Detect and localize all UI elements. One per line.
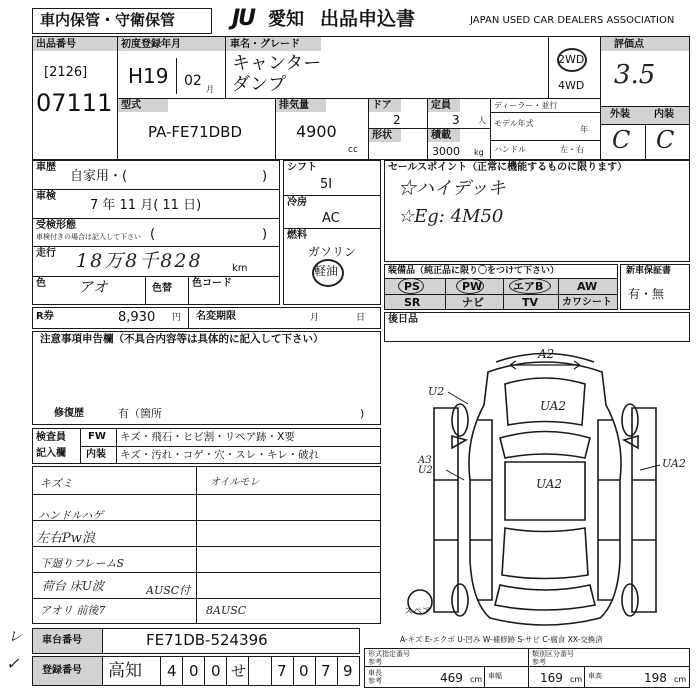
registration-region: 高知: [108, 661, 142, 681]
first-reg-label: 初度登録年月: [121, 39, 181, 50]
repair-label: 修復歴: [54, 408, 84, 419]
recall-label: 名変期限: [196, 311, 236, 322]
reg-kana: せ: [231, 662, 247, 680]
recall-unit-day: 日: [356, 313, 366, 323]
rear-seat-label: 後日品: [388, 314, 418, 325]
spec-frame: [364, 648, 690, 688]
interior-label: 内装: [654, 109, 674, 120]
first-reg-era-year: H19: [128, 64, 169, 88]
diagram-mark-front: A2: [538, 347, 555, 361]
history-close: ): [262, 169, 268, 184]
lot-prefix: [2126]: [44, 65, 88, 80]
model-code-value: PA-FE71DBD: [148, 123, 243, 141]
recycle-value: 8,930: [118, 310, 156, 325]
mileage-label: 走行: [36, 248, 56, 259]
model-name-line2: ダンプ: [232, 74, 287, 95]
equip-aw: AW: [577, 280, 598, 293]
handle-options: 左・右: [560, 145, 584, 154]
type-approval-label: 形式指定番号: [368, 650, 410, 658]
shift-label: シフト: [287, 162, 317, 173]
inspector-note-2: ハンドルハゲ: [38, 509, 104, 522]
capacity-unit: 人: [478, 116, 486, 125]
chassis-value: FE71DB-524396: [146, 631, 268, 649]
equip-sr: SR: [404, 296, 421, 309]
equip-tv: TV: [522, 296, 539, 309]
model-year-label: モデル年式: [494, 119, 534, 128]
displacement-unit: cc: [348, 145, 358, 155]
equip-pw: PW: [462, 280, 483, 293]
recycle-label: R券: [36, 311, 54, 322]
model-name-label: 車名・グレード: [230, 39, 300, 50]
diagram-mark-left-side: A3 U2: [418, 455, 433, 476]
first-reg-month: 02: [184, 73, 202, 89]
lot-number-label: 出品番号: [36, 39, 76, 50]
mileage-unit: km: [232, 263, 248, 274]
interior-check-label: 内装: [86, 449, 106, 460]
sales-point-label: セールスポイント（正常に機能するものに限ります）: [388, 162, 628, 173]
storage-title: 車内保管・守衛保管: [40, 11, 176, 29]
inspector-note-3: 左右Pw浪: [36, 531, 95, 546]
doors-value: 2: [393, 113, 401, 127]
warranty-label: 新車保証書: [626, 266, 672, 276]
diagram-mark-left-front: U2: [428, 385, 445, 398]
recall-unit-month: 月: [310, 313, 320, 323]
equipment-label: 装備品（純正品に限り〇をつけて下さい）: [388, 266, 560, 276]
diagram-spare-label: スペア: [404, 607, 432, 617]
inspection-date: 7 年 11 月( 11 日): [90, 198, 202, 213]
reg-class-digit-3: 0: [211, 662, 221, 680]
aircon-label: 冷房: [287, 197, 307, 208]
history-value: 自家用・(: [70, 169, 128, 184]
length-unit: cm: [470, 675, 483, 684]
repair-value: 有（箇所: [118, 407, 162, 420]
inspector-note-right-2: AUSC付: [146, 584, 191, 597]
inspector-note-4: 下廻りフレームS: [40, 557, 125, 570]
org-name: 愛知: [268, 9, 304, 30]
length-value: 469: [440, 671, 463, 685]
reg-class-digit-2: 0: [189, 662, 199, 680]
inspector-label-2: 記入欄: [36, 448, 66, 459]
displacement-label: 排気量: [279, 100, 309, 111]
form-title: 出品申込書: [320, 8, 416, 30]
class-code-ref: 参考: [532, 658, 546, 666]
height-value: 198: [644, 671, 667, 685]
reg-number-digit-3: 7: [321, 662, 331, 680]
lot-number: 07111: [36, 89, 113, 117]
capacity-value: 3: [452, 113, 460, 127]
width-label: 車幅: [488, 672, 502, 680]
drive-4wd: 4WD: [558, 79, 585, 92]
width-value: 169: [540, 671, 563, 685]
registration-label: 登録番号: [42, 665, 82, 676]
warranty-value: 有・無: [628, 287, 665, 301]
width-unit: cm: [570, 675, 583, 684]
color-value: アオ: [78, 278, 108, 296]
handle-label: ハンドル: [494, 145, 526, 154]
reg-class-digit-1: 4: [167, 662, 177, 680]
fw-label: FW: [88, 431, 106, 442]
length-ref: 参考: [368, 677, 382, 685]
receipt-sub: 車検付きの場合は記入して下さい: [36, 233, 141, 241]
height-unit: cm: [674, 675, 687, 684]
association-name: JAPAN USED CAR DEALERS ASSOCIATION: [470, 15, 675, 26]
history-label: 車歴: [36, 162, 56, 173]
margin-check-1: レ: [8, 629, 22, 645]
color-change-label: 色替: [152, 283, 172, 294]
chassis-label: 車台番号: [42, 635, 82, 646]
damage-legend: A-キズ E-エクボ U-凹み W-補修跡 S-サビ C-腐食 XX-交換済: [400, 635, 603, 644]
model-year-unit: 年: [580, 125, 588, 134]
displacement-value: 4900: [296, 122, 337, 141]
model-code-label: 型式: [121, 100, 141, 111]
recycle-unit: 円: [172, 313, 182, 323]
rating-value: 3.5: [614, 60, 656, 90]
aircon-value: AC: [322, 211, 340, 226]
load-value: 3000: [432, 145, 460, 158]
sales-point-line2: ☆Eg: 4M50: [398, 206, 504, 227]
class-code-label: 類別区分番号: [532, 650, 574, 658]
fw-items: キズ・飛石・ヒビ割・リペア跡・X要: [120, 431, 295, 443]
receipt-close: ): [262, 227, 268, 242]
reg-number-digit-1: 7: [277, 662, 287, 680]
first-reg-month-unit: 月: [206, 85, 214, 94]
sales-point-line1: ☆ハイデッキ: [398, 178, 506, 199]
type-approval-ref: 参考: [368, 658, 382, 666]
inspector-note-1: キズミ: [40, 477, 73, 490]
equip-navi: ナビ: [462, 296, 484, 309]
diagram-mark-right-side: UA2: [662, 457, 686, 470]
inspector-label-1: 検査員: [36, 432, 66, 443]
mileage-value: 18万8千828: [76, 250, 203, 272]
length-label: 車長: [368, 669, 382, 677]
receipt-open: (: [150, 227, 156, 242]
equip-ps: PS: [404, 280, 420, 293]
height-label: 車高: [588, 672, 602, 680]
exterior-label: 外装: [610, 109, 630, 120]
load-unit: kg: [474, 148, 484, 157]
notes-label: 注意事項申告欄（不具合内容等は具体的に記入して下さい）: [40, 333, 324, 345]
repair-close: ): [360, 407, 365, 420]
fuel-light-oil: 軽油: [314, 264, 339, 278]
shift-value: 5I: [320, 177, 333, 192]
fuel-label: 燃料: [287, 230, 307, 241]
color-code-label: 色コード: [192, 278, 232, 289]
shape-label: 形状: [372, 130, 392, 141]
capacity-label: 定員: [431, 100, 451, 111]
drive-2wd: 2WD: [558, 53, 585, 66]
model-name-line1: キャンター: [232, 53, 322, 74]
exterior-value: C: [612, 126, 631, 154]
rating-label: 評価点: [614, 39, 644, 50]
load-label: 積載: [431, 130, 451, 141]
fuel-gasoline: ガソリン: [308, 245, 357, 259]
diagram-mark-hood: UA2: [540, 399, 567, 413]
inspector-note-6: アオリ 前後7: [40, 604, 106, 617]
reg-number-digit-4: 9: [343, 662, 353, 680]
reg-number-digit-2: 0: [299, 662, 309, 680]
equip-airbag: エアB: [513, 280, 544, 293]
inspector-note-5: 荷台 床U波: [42, 579, 104, 593]
inspector-note-right-3: 8AUSC: [206, 604, 247, 617]
doors-label: ドア: [372, 100, 392, 111]
dealer-label: ディーラー・並行: [494, 101, 558, 110]
color-label: 色: [36, 278, 46, 289]
interior-value: C: [656, 126, 675, 154]
receipt-label: 受検形態: [36, 220, 76, 231]
equip-leather: カワシート: [562, 297, 612, 308]
ju-logo: JU: [232, 6, 255, 31]
diagram-mark-roof: UA2: [536, 477, 563, 491]
margin-check-2: ✓: [6, 654, 20, 673]
interior-check-items: キズ・汚れ・コゲ・穴・スレ・キレ・破れ: [120, 449, 320, 461]
inspection-label: 車検: [36, 191, 56, 202]
inspector-note-right-1: オイルモレ: [210, 477, 260, 488]
